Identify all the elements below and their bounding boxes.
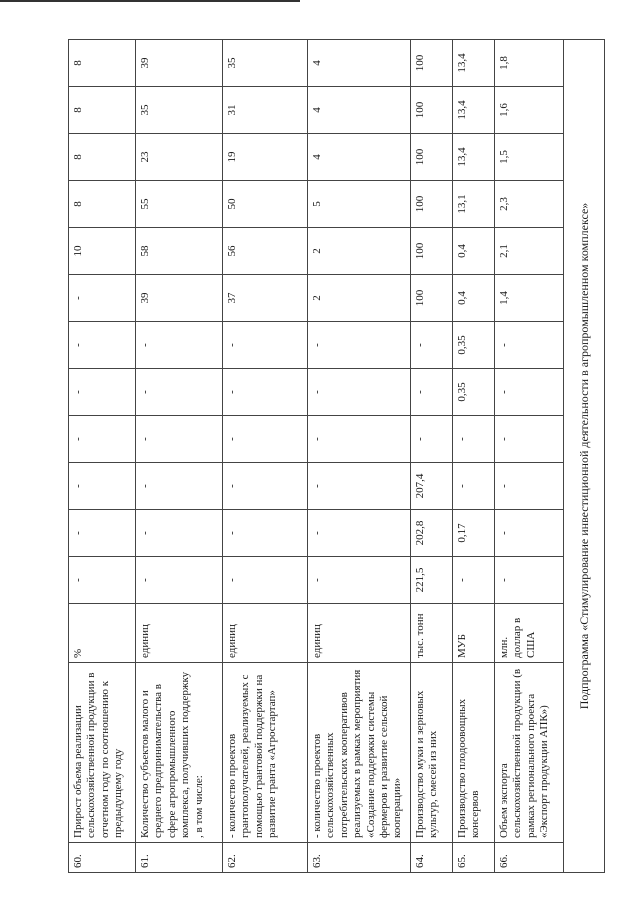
indicator-value: 13,4 [453, 40, 495, 87]
indicator-name: Производство плодоовощных консервов [453, 663, 495, 843]
row-number: 60. [69, 843, 136, 873]
indicator-value: - [136, 510, 223, 557]
indicator-name: Прирост объема реализации сельскохозяйственной продукции в отчетном году по соотношению к предыдущему году [69, 663, 136, 843]
indicator-value: - [136, 322, 223, 369]
indicator-value: - [136, 557, 223, 604]
row-number: 64. [411, 843, 453, 873]
indicator-value: 1,5 [495, 134, 564, 181]
indicator-name: Количество субъектов малого и среднего предпринимательства в сфере агропромышленного комплекса, получивших поддержку , в том числе: [136, 663, 223, 843]
indicator-name: Объем экспорта сельскохозяйственной продукции (в рамках регионального проекта «Экспорт продукции АПК») [495, 663, 564, 843]
row-number: 63. [308, 843, 411, 873]
indicator-value: - [308, 510, 411, 557]
indicator-value: 100 [411, 275, 453, 322]
indicator-value: 13,4 [453, 134, 495, 181]
indicator-value: 207,4 [411, 463, 453, 510]
indicator-value: 55 [136, 181, 223, 228]
indicator-name: - количество проектов грантополучателей, реализуемых с помощью грантовой поддержки на развитие гранта «Агростартап» [223, 663, 308, 843]
indicator-value: 2,3 [495, 181, 564, 228]
indicator-value: 0,35 [453, 322, 495, 369]
indicator-value: 100 [411, 181, 453, 228]
unit-of-measure: единиц [223, 604, 308, 663]
table-row [69, 40, 136, 873]
indicator-value: - [495, 463, 564, 510]
indicator-value: - [136, 416, 223, 463]
table-row [453, 40, 495, 873]
indicator-value: 10 [69, 228, 136, 275]
indicator-value: - [308, 416, 411, 463]
indicator-value: 202,8 [411, 510, 453, 557]
indicator-value: 4 [308, 40, 411, 87]
indicator-value: 0,4 [453, 275, 495, 322]
indicator-value: - [411, 416, 453, 463]
indicator-value: - [69, 510, 136, 557]
indicator-value: 0,4 [453, 228, 495, 275]
indicator-value: - [69, 463, 136, 510]
indicator-value: 4 [308, 87, 411, 134]
indicator-value: 1,4 [495, 275, 564, 322]
row-number: 66. [495, 843, 564, 873]
indicator-value: 221,5 [411, 557, 453, 604]
unit-of-measure: % [69, 604, 136, 663]
indicator-value: - [69, 369, 136, 416]
indicator-value: 8 [69, 134, 136, 181]
indicator-value: 100 [411, 228, 453, 275]
unit-of-measure: МУБ [453, 604, 495, 663]
table-row [411, 40, 453, 873]
indicator-value: - [69, 416, 136, 463]
indicator-value: - [69, 557, 136, 604]
indicator-value: - [69, 322, 136, 369]
indicator-value: 13,1 [453, 181, 495, 228]
indicator-value: - [223, 510, 308, 557]
table-row [223, 40, 308, 873]
indicator-value: 19 [223, 134, 308, 181]
indicator-value: - [308, 322, 411, 369]
indicator-value: - [223, 557, 308, 604]
indicator-value: 0,17 [453, 510, 495, 557]
indicator-value: 2,1 [495, 228, 564, 275]
indicator-value: 100 [411, 87, 453, 134]
indicator-value: - [308, 369, 411, 416]
indicator-value: - [453, 557, 495, 604]
table-row [308, 40, 411, 873]
indicator-value: 39 [136, 40, 223, 87]
indicator-value: 8 [69, 87, 136, 134]
rotated-table-container [68, 40, 640, 873]
indicator-value: - [69, 275, 136, 322]
row-number: 65. [453, 843, 495, 873]
indicator-value: - [223, 369, 308, 416]
indicator-value: 39 [136, 275, 223, 322]
subprogram-row [564, 40, 605, 873]
indicator-value: 2 [308, 228, 411, 275]
indicator-value: - [495, 416, 564, 463]
indicator-value: - [411, 322, 453, 369]
indicator-value: 35 [136, 87, 223, 134]
indicator-value: - [136, 463, 223, 510]
row-number: 62. [223, 843, 308, 873]
indicator-value: - [308, 557, 411, 604]
indicator-value: 100 [411, 134, 453, 181]
unit-of-measure: тыс. тонн [411, 604, 453, 663]
indicator-value: - [453, 416, 495, 463]
indicator-value: 35 [223, 40, 308, 87]
indicator-value: 2 [308, 275, 411, 322]
indicator-value: - [495, 369, 564, 416]
row-number: 61. [136, 843, 223, 873]
indicator-value: 37 [223, 275, 308, 322]
indicator-value: - [136, 369, 223, 416]
indicator-value: 8 [69, 40, 136, 87]
indicator-value: 8 [69, 181, 136, 228]
unit-of-measure: млн. доллар в США [495, 604, 564, 663]
indicator-value: 0,35 [453, 369, 495, 416]
indicator-value: 23 [136, 134, 223, 181]
indicator-value: - [453, 463, 495, 510]
indicator-value: - [223, 322, 308, 369]
table-row [136, 40, 223, 873]
indicator-value: - [223, 416, 308, 463]
indicator-value: 4 [308, 134, 411, 181]
indicator-name: - количество проектов сельскохозяйственных потребительских кооперативов реализуемых в рамках мероприятия «Создание поддержки системы фермеров и развитие сельской кооперации» [308, 663, 411, 843]
indicator-value: 100 [411, 40, 453, 87]
unit-of-measure: единиц [136, 604, 223, 663]
indicator-value: 1,6 [495, 87, 564, 134]
indicator-value: - [308, 463, 411, 510]
indicator-value: 1,8 [495, 40, 564, 87]
indicator-value: - [495, 557, 564, 604]
unit-of-measure: единиц [308, 604, 411, 663]
subprogram-title: Подпрограмма «Стимулирование инвестиционной деятельности в агропромышленном комплексе» [564, 40, 605, 873]
indicator-value: 50 [223, 181, 308, 228]
indicator-value: - [495, 510, 564, 557]
indicator-name: Производство муки и зерновых культур, смесей из них [411, 663, 453, 843]
indicator-value: - [223, 463, 308, 510]
indicator-value: 58 [136, 228, 223, 275]
table-row [495, 40, 564, 873]
indicator-value: 13,4 [453, 87, 495, 134]
indicators-table [68, 39, 605, 873]
indicator-value: 5 [308, 181, 411, 228]
indicator-value: - [411, 369, 453, 416]
table-body [69, 40, 605, 873]
indicator-value: 56 [223, 228, 308, 275]
indicator-value: - [495, 322, 564, 369]
indicator-value: 31 [223, 87, 308, 134]
